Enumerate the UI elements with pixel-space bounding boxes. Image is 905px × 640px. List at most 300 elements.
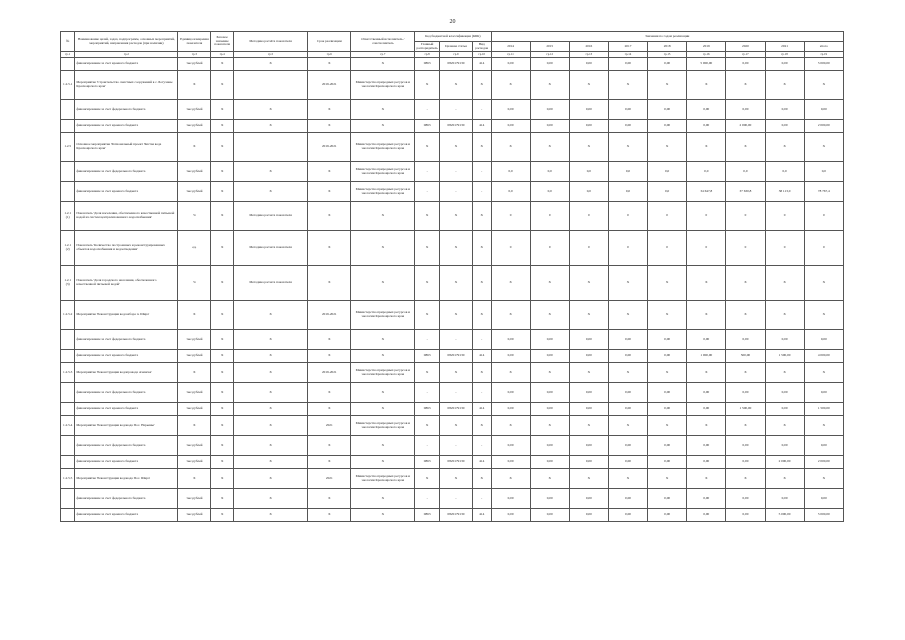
row-year-value: 34 647,8: [687, 182, 726, 202]
row-year-value: 0: [687, 231, 726, 266]
row-year-value: 0,00: [569, 489, 608, 509]
header-kbk-grbs: Главный распорядитель: [416, 41, 438, 50]
row-kbk-vr: 414: [472, 403, 491, 416]
row-name: Показатель 'Количество построенных и реконструированных объектов водоснабжения и водоотведения': [75, 231, 178, 266]
row-kbk-vr: 414: [472, 456, 491, 469]
row-period: Х: [308, 231, 351, 266]
row-total: 0,00: [804, 436, 843, 456]
row-year-value: 0: [687, 202, 726, 231]
row-kbk-vr: Х: [472, 301, 491, 330]
row-base: Х: [211, 100, 234, 120]
header-year: 2014: [491, 42, 530, 52]
row-year-value: 0,00: [608, 509, 647, 522]
row-period: 2019-2021: [308, 71, 351, 100]
row-kbk-vr: 414: [472, 509, 491, 522]
row-name: финансирование за счет федерального бюджета: [75, 100, 178, 120]
row-year-value: Х: [569, 301, 608, 330]
row-total: Х: [804, 133, 843, 162]
row-method: Х: [234, 162, 308, 182]
row-year-value: 500,00: [726, 350, 765, 363]
row-unit: ед.: [178, 231, 211, 266]
row-year-value: Х: [530, 301, 569, 330]
row-year-value: Х: [569, 469, 608, 489]
row-base: Х: [211, 383, 234, 403]
row-year-value: 0,00: [530, 383, 569, 403]
row-kbk-grbs: Х: [415, 133, 440, 162]
row-year-value: Х: [726, 133, 765, 162]
row-year-value: 0: [765, 231, 804, 266]
table-body: [61, 58, 844, 522]
row-kbk-grbs: 0863: [415, 509, 440, 522]
row-year-value: 0: [491, 202, 530, 231]
row-year-value: 0,00: [648, 350, 687, 363]
table-row: [61, 120, 844, 133]
row-year-value: Х: [648, 301, 687, 330]
row-year-value: 0,0: [608, 182, 647, 202]
row-year-value: 0,0: [608, 162, 647, 182]
row-kbk-grbs: 0863: [415, 350, 440, 363]
row-kbk-csr: 0820179130: [440, 58, 473, 71]
row-year-value: 0,00: [608, 489, 647, 509]
row-total: Х: [804, 266, 843, 301]
row-name: финансирование за счет федерального бюджета: [75, 383, 178, 403]
row-year-value: 0,0: [569, 182, 608, 202]
row-num: [61, 436, 75, 456]
row-year-value: 0,00: [530, 120, 569, 133]
row-unit: тыс.рублей: [178, 350, 211, 363]
row-period: Х: [308, 182, 351, 202]
table-row: [61, 202, 844, 231]
row-year-value: Х: [765, 416, 804, 436]
header-period: Срок реализации: [308, 32, 351, 52]
row-kbk-grbs: -: [415, 182, 440, 202]
row-responsible: Х: [351, 120, 415, 133]
row-kbk-csr: 0820179130: [440, 120, 473, 133]
row-unit: тыс.рублей: [178, 120, 211, 133]
row-base: Х: [211, 509, 234, 522]
row-kbk-vr: -: [472, 330, 491, 350]
row-total: 0,00: [804, 100, 843, 120]
row-base: Х: [211, 58, 234, 71]
row-name: финансирование за счет федерального бюджета: [75, 436, 178, 456]
header-kbk-vr: Вид расходов: [472, 42, 491, 52]
row-year-value: 0: [530, 202, 569, 231]
header-kbk: Код бюджетной классификации (КБК): [415, 32, 491, 42]
row-year-value: 0,0: [530, 162, 569, 182]
row-method: Х: [234, 509, 308, 522]
row-year-value: Х: [608, 363, 647, 383]
row-year-value: 0,00: [648, 100, 687, 120]
row-responsible: Министерство природных ресурсов и экологии Красноярского края: [351, 182, 415, 202]
row-total: Х: [804, 71, 843, 100]
header-base: Базовое значение показателя: [211, 32, 234, 52]
table-row: [61, 71, 844, 100]
row-base: Х: [211, 133, 234, 162]
row-year-value: 0,00: [530, 456, 569, 469]
row-year-value: 0,00: [530, 58, 569, 71]
row-year-value: Х: [726, 363, 765, 383]
row-year-value: 0,00: [608, 120, 647, 133]
row-base: Х: [211, 301, 234, 330]
table-row: [61, 456, 844, 469]
row-period: Х: [308, 456, 351, 469]
row-kbk-vr: Х: [472, 231, 491, 266]
row-kbk-csr: Х: [440, 301, 473, 330]
row-year-value: 0: [648, 231, 687, 266]
row-year-value: 0,00: [648, 456, 687, 469]
row-year-value: 0: [648, 202, 687, 231]
row-kbk-vr: -: [472, 100, 491, 120]
row-kbk-csr: -: [440, 162, 473, 182]
row-year-value: 0,00: [530, 100, 569, 120]
row-method: Методика расчета показателя: [234, 202, 308, 231]
row-kbk-csr: Х: [440, 363, 473, 383]
row-period: Х: [308, 162, 351, 182]
row-num: 1.2.1 (3): [61, 266, 75, 301]
row-unit: %: [178, 202, 211, 231]
row-year-value: Х: [648, 71, 687, 100]
row-year-value: Х: [648, 363, 687, 383]
row-unit: Х: [178, 71, 211, 100]
row-year-value: 0,00: [765, 100, 804, 120]
row-year-value: Х: [648, 266, 687, 301]
header-values-title: Значения по годам реализации: [491, 32, 843, 42]
row-year-value: 0,00: [569, 509, 608, 522]
row-kbk-csr: 0820179130: [440, 350, 473, 363]
row-kbk-vr: Х: [472, 133, 491, 162]
row-responsible: Х: [351, 489, 415, 509]
row-year-value: 0,00: [569, 58, 608, 71]
row-kbk-grbs: -: [415, 162, 440, 182]
row-year-value: Х: [726, 266, 765, 301]
table-row: [61, 58, 844, 71]
row-total: 0,00: [804, 489, 843, 509]
row-name: финансирование за счет федерального бюджета: [75, 330, 178, 350]
row-year-value: Х: [491, 133, 530, 162]
row-year-value: 0,0: [569, 162, 608, 182]
header-year: 2016: [569, 42, 608, 52]
row-year-value: 0,00: [687, 436, 726, 456]
row-year-value: Х: [491, 266, 530, 301]
row-base: Х: [211, 403, 234, 416]
row-year-value: 0,00: [726, 509, 765, 522]
row-unit: тыс.рублей: [178, 100, 211, 120]
table-row: [61, 350, 844, 363]
table-row: [61, 383, 844, 403]
row-period: 2021: [308, 469, 351, 489]
row-kbk-grbs: Х: [415, 266, 440, 301]
row-year-value: Х: [608, 71, 647, 100]
row-num: [61, 383, 75, 403]
row-year-value: 0,00: [530, 403, 569, 416]
header-unit: Единица измерения показателя: [178, 32, 211, 52]
header-year: 2015: [530, 42, 569, 52]
row-kbk-csr: -: [440, 100, 473, 120]
row-kbk-grbs: Х: [415, 363, 440, 383]
row-responsible: Х: [351, 202, 415, 231]
row-base: Х: [211, 231, 234, 266]
row-name: финансирование за счет краевого бюджета: [75, 403, 178, 416]
row-kbk-vr: Х: [472, 469, 491, 489]
row-method: Методика расчета показателя: [234, 231, 308, 266]
index-cell: гр.19: [804, 52, 843, 58]
row-year-value: 0,00: [648, 509, 687, 522]
row-year-value: Х: [687, 416, 726, 436]
row-year-value: 0,00: [608, 350, 647, 363]
row-year-value: 0,0: [648, 162, 687, 182]
row-year-value: 0,0: [765, 162, 804, 182]
row-year-value: 0,0: [648, 182, 687, 202]
row-kbk-vr: Х: [472, 266, 491, 301]
row-unit: тыс.рублей: [178, 456, 211, 469]
row-name: финансирование за счет краевого бюджета: [75, 58, 178, 71]
row-num: 1.2.1 (1): [61, 202, 75, 231]
row-year-value: Х: [726, 416, 765, 436]
row-num: [61, 330, 75, 350]
row-year-value: 0,0: [491, 162, 530, 182]
table-row: [61, 469, 844, 489]
row-total: Х: [804, 363, 843, 383]
row-method: Х: [234, 100, 308, 120]
row-year-value: Х: [569, 416, 608, 436]
index-cell: гр.14: [608, 52, 647, 58]
row-period: Х: [308, 58, 351, 71]
row-year-value: 0,00: [491, 383, 530, 403]
row-responsible: Министерство природных ресурсов и экологии Красноярского края: [351, 416, 415, 436]
row-year-value: 0,00: [530, 436, 569, 456]
row-year-value: Х: [726, 71, 765, 100]
row-year-value: 0,00: [648, 120, 687, 133]
row-year-value: 0,00: [648, 383, 687, 403]
row-kbk-csr: -: [440, 436, 473, 456]
row-year-value: 0,00: [765, 383, 804, 403]
row-year-value: 0,00: [569, 100, 608, 120]
row-year-value: Х: [530, 469, 569, 489]
header-kbk-csr: Целевая статья: [440, 42, 473, 52]
row-kbk-csr: Х: [440, 202, 473, 231]
row-year-value: Х: [569, 363, 608, 383]
row-responsible: Х: [351, 509, 415, 522]
row-kbk-csr: -: [440, 489, 473, 509]
row-year-value: 0,00: [726, 330, 765, 350]
row-num: [61, 456, 75, 469]
row-method: Х: [234, 301, 308, 330]
row-base: Х: [211, 120, 234, 133]
index-cell: гр.11: [491, 52, 530, 58]
row-period: Х: [308, 489, 351, 509]
index-cell: гр.16: [687, 52, 726, 58]
row-year-value: 0: [530, 231, 569, 266]
row-year-value: 0,00: [491, 120, 530, 133]
row-num: [61, 182, 75, 202]
row-responsible: Х: [351, 350, 415, 363]
row-year-value: 0,00: [726, 456, 765, 469]
row-year-value: Х: [687, 71, 726, 100]
row-num: [61, 58, 75, 71]
row-total: 2 000,00: [804, 456, 843, 469]
row-base: Х: [211, 416, 234, 436]
row-year-value: Х: [530, 71, 569, 100]
row-year-value: 0,00: [726, 436, 765, 456]
row-year-value: 0,00: [491, 330, 530, 350]
index-cell: гр.6: [308, 52, 351, 58]
row-period: Х: [308, 436, 351, 456]
table-row: [61, 182, 844, 202]
row-year-value: 0,00: [530, 350, 569, 363]
header-year: 2021: [765, 42, 804, 52]
header-row-1: [61, 32, 844, 42]
row-year-value: 0,00: [569, 120, 608, 133]
index-cell: гр.9: [440, 52, 473, 58]
row-kbk-csr: 0820179130: [440, 456, 473, 469]
row-total: Х: [804, 416, 843, 436]
row-kbk-vr: 414: [472, 58, 491, 71]
row-year-value: 0,00: [608, 58, 647, 71]
row-method: Х: [234, 58, 308, 71]
row-year-value: 0,00: [491, 403, 530, 416]
row-responsible: Х: [351, 436, 415, 456]
index-cell: гр.12: [530, 52, 569, 58]
table-row: [61, 363, 844, 383]
row-unit: Х: [178, 469, 211, 489]
row-year-value: 0,00: [687, 403, 726, 416]
row-kbk-grbs: 0863: [415, 58, 440, 71]
row-year-value: 0,00: [569, 383, 608, 403]
row-year-value: 0,00: [608, 456, 647, 469]
table-row: [61, 330, 844, 350]
row-base: Х: [211, 363, 234, 383]
row-kbk-grbs: Х: [415, 301, 440, 330]
header-name: Наименование целей, задач, подпрограмм, основных мероприятий, мероприятий, направления расходов (при наличии): [75, 32, 178, 52]
row-year-value: 0,00: [491, 489, 530, 509]
row-method: [234, 71, 308, 100]
row-year-value: 0,00: [687, 100, 726, 120]
row-year-value: 0,00: [726, 58, 765, 71]
row-total: Х: [804, 469, 843, 489]
row-year-value: 0,00: [608, 436, 647, 456]
row-num: [61, 403, 75, 416]
row-base: Х: [211, 489, 234, 509]
row-num: [61, 350, 75, 363]
row-num: [61, 120, 75, 133]
row-period: Х: [308, 383, 351, 403]
table-row: [61, 266, 844, 301]
row-responsible: Х: [351, 100, 415, 120]
row-kbk-vr: -: [472, 436, 491, 456]
row-kbk-csr: Х: [440, 231, 473, 266]
row-period: Х: [308, 403, 351, 416]
page-number: 20: [449, 19, 456, 25]
row-kbk-grbs: -: [415, 330, 440, 350]
row-period: Х: [308, 350, 351, 363]
row-year-value: 0: [608, 231, 647, 266]
row-base: Х: [211, 71, 234, 100]
index-cell: гр.15: [648, 52, 687, 58]
row-base: Х: [211, 182, 234, 202]
row-year-value: 0,00: [726, 100, 765, 120]
row-total: 78 767,4: [804, 182, 843, 202]
row-year-value: 0,00: [491, 58, 530, 71]
row-year-value: 0,00: [491, 100, 530, 120]
row-name: Мероприятие 'Реконструкция водопровода Ачинска': [75, 363, 178, 383]
row-year-value: 0: [765, 202, 804, 231]
row-num: 1.2.5.3: [61, 363, 75, 383]
row-unit: тыс.рублей: [178, 162, 211, 182]
row-kbk-csr: -: [440, 330, 473, 350]
row-year-value: Х: [765, 363, 804, 383]
row-base: Х: [211, 436, 234, 456]
row-period: Х: [308, 266, 351, 301]
row-name: финансирование за счет краевого бюджета: [75, 456, 178, 469]
row-responsible: Х: [351, 456, 415, 469]
row-year-value: 0,00: [765, 120, 804, 133]
row-period: 2019-2021: [308, 301, 351, 330]
row-num: [61, 489, 75, 509]
row-year-value: 0,00: [608, 383, 647, 403]
row-total: 5 000,00: [804, 509, 843, 522]
header-method: Методика расчёта показателя: [234, 32, 308, 52]
row-responsible: Х: [351, 58, 415, 71]
row-total: 0,00: [804, 383, 843, 403]
row-year-value: 2 000,00: [765, 456, 804, 469]
row-year-value: Х: [687, 363, 726, 383]
row-period: Х: [308, 509, 351, 522]
row-base: Х: [211, 266, 234, 301]
row-total: 0: [804, 231, 843, 266]
row-kbk-vr: Х: [472, 363, 491, 383]
program-table: [60, 31, 844, 522]
row-total: 0,0: [804, 162, 843, 182]
row-base: Х: [211, 162, 234, 182]
index-cell: гр.1: [61, 52, 75, 58]
row-year-value: 0,00: [648, 58, 687, 71]
row-period: 2021: [308, 416, 351, 436]
row-year-value: Х: [765, 301, 804, 330]
header-total: итого: [804, 42, 843, 52]
row-name: Мероприятие 'Строительство очистных сооружений в с. Богучаны Красноярского края': [75, 71, 178, 100]
row-name: финансирование за счет федерального бюджета: [75, 489, 178, 509]
row-name: финансирование за счет краевого бюджета: [75, 350, 178, 363]
row-year-value: Х: [608, 416, 647, 436]
row-base: Х: [211, 469, 234, 489]
row-year-value: 0,0: [687, 162, 726, 182]
row-year-value: 0,00: [608, 100, 647, 120]
table-row: [61, 416, 844, 436]
row-method: Х: [234, 383, 308, 403]
row-num: [61, 162, 75, 182]
index-cell: гр.4: [211, 52, 234, 58]
row-year-value: Х: [687, 133, 726, 162]
row-year-value: 0: [608, 202, 647, 231]
row-kbk-grbs: -: [415, 436, 440, 456]
row-kbk-vr: Х: [472, 416, 491, 436]
row-year-value: 0,00: [491, 509, 530, 522]
row-unit: Х: [178, 301, 211, 330]
row-kbk-csr: -: [440, 383, 473, 403]
row-kbk-grbs: -: [415, 383, 440, 403]
row-kbk-vr: Х: [472, 71, 491, 100]
row-year-value: 0,00: [530, 330, 569, 350]
row-responsible: Х: [351, 231, 415, 266]
row-year-value: 0,00: [530, 489, 569, 509]
row-year-value: 0,00: [687, 509, 726, 522]
row-year-value: 0,00: [569, 456, 608, 469]
row-year-value: 0,00: [608, 403, 647, 416]
row-total: 0,00: [804, 330, 843, 350]
row-unit: тыс.рублей: [178, 489, 211, 509]
row-year-value: Х: [765, 266, 804, 301]
header-year: 2020: [726, 42, 765, 52]
